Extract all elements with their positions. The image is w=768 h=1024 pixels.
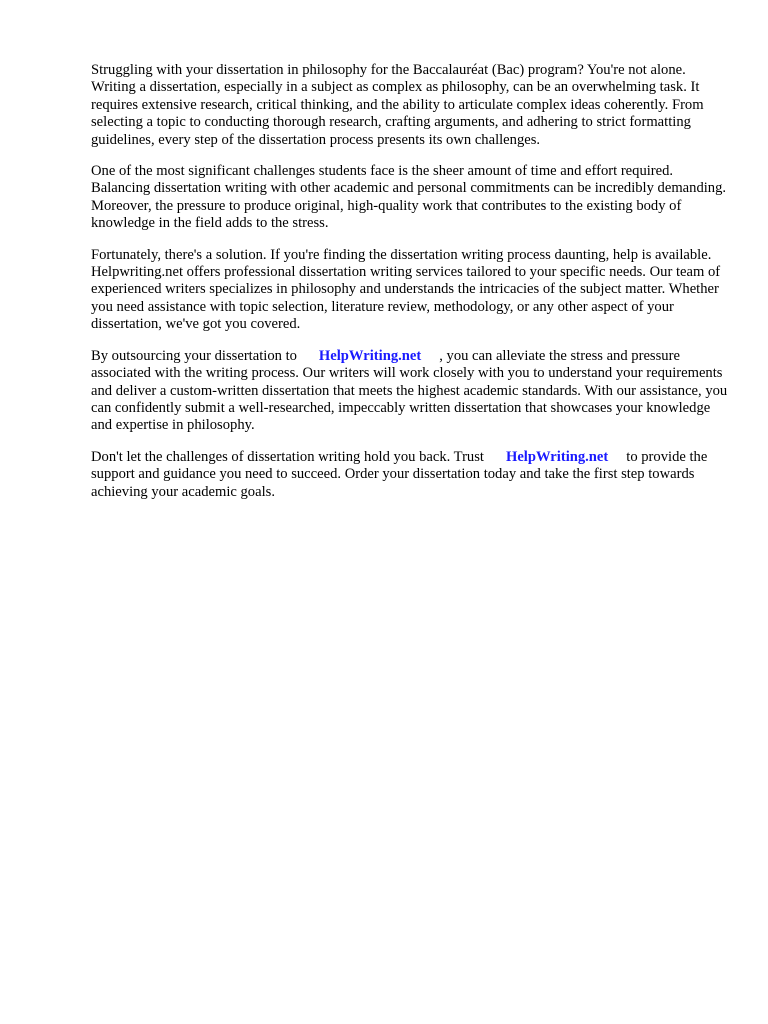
helpwriting-link[interactable]: HelpWriting.net — [505, 448, 609, 465]
paragraph-outsourcing — [91, 348, 731, 435]
paragraph-intro: Struggling with your dissertation in philosophy for the Baccalauréat (Bac) program? You're not alone. Writing a dissertation, especially in a subject as complex as philosophy, can be an overwhelming task. It requires extensive research, critical thinking, and the ability to articulate complex ideas coherently. From selecting a topic to conducting thorough research, crafting arguments, and adhering to strict formatting guidelines, every step of the dissertation process presents its own challenges. — [91, 62, 704, 148]
paragraph-closing-text-before: Don't let the challenges of dissertation writing hold you back. Trust — [91, 448, 484, 465]
helpwriting-link[interactable]: HelpWriting.net — [318, 347, 422, 364]
paragraph-outsourcing-text-after: , you can alleviate the stress and pressure associated with the writing process. Our writers will work closely with you to understand your requirements and deliver a custom-written dissertation that meets the highest academic standards. With our assistance, you can confidently submit a well-researched, impeccably written dissertation that showcases your knowledge and expertise in philosophy. — [91, 347, 728, 434]
paragraph-closing-text-after: to provide the support and guidance you need to succeed. Order your dissertation today and take the first step towards achieving your academic goals. — [91, 448, 708, 500]
paragraph-closing — [91, 449, 731, 501]
paragraph-outsourcing-text-before: By outsourcing your dissertation to — [91, 347, 297, 364]
document-body — [91, 62, 731, 515]
paragraph-challenges: One of the most significant challenges students face is the sheer amount of time and effort required. Balancing dissertation writing with other academic and personal commitments can be incredibly demanding. Moreover, the pressure to produce original, high-quality work that contributes to the existing body of knowledge in the field adds to the stress. — [91, 163, 727, 232]
paragraph-solution: Fortunately, there's a solution. If you're finding the dissertation writing process daunting, help is available. Helpwriting.net offers professional dissertation writing services tailored to your specific needs. Our team of experienced writers specializes in philosophy and understands the intricacies of the subject matter. Whether you need assistance with topic selection, literature review, methodology, or any other aspect of your dissertation, we've got you covered. — [91, 246, 721, 333]
